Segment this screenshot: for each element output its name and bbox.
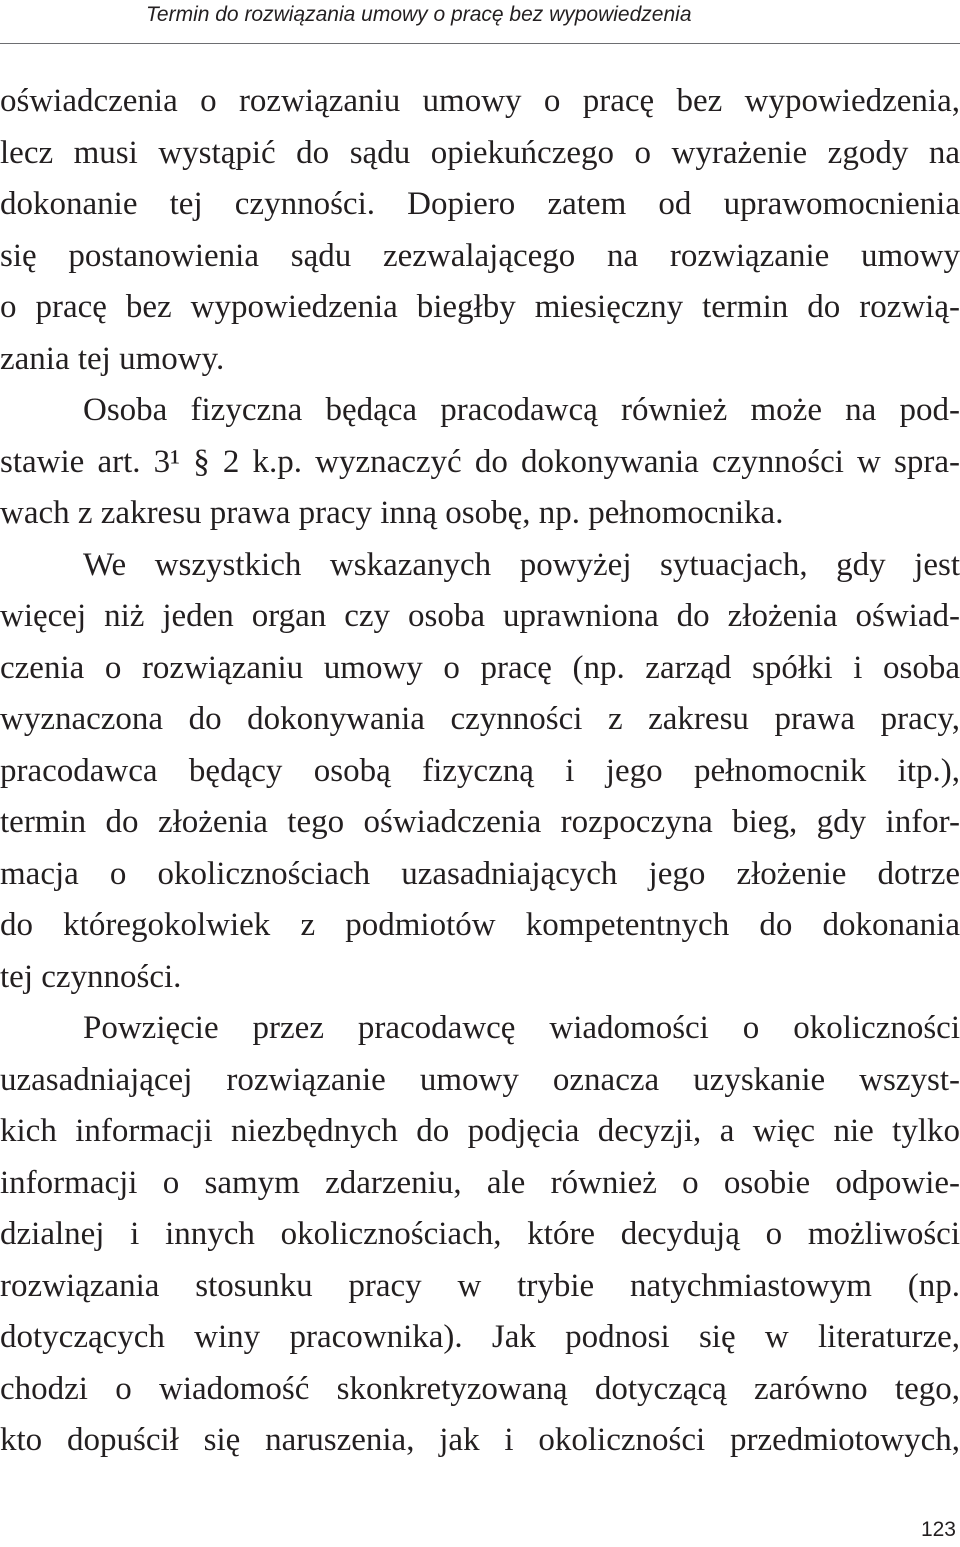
- text-line: informacji o samym zdarzeniu, ale również o osobie odpowie-: [0, 1164, 960, 1201]
- text-line: pracodawca będący osobą fizyczną i jego pełnomocnik itp.),: [0, 752, 960, 789]
- text-line: zania tej umowy.: [0, 340, 225, 377]
- text-line: kich informacji niezbędnych do podjęcia decyzji, a więc nie tylko: [0, 1113, 960, 1149]
- text-line: do któregokolwiek z podmiotów kompetentnych do dokonania: [0, 907, 960, 943]
- text-line: termin do złożenia tego oświadczenia rozpoczyna bieg, gdy infor-: [0, 804, 960, 840]
- running-header-title: Termin do rozwiązania umowy o pracę bez wypowiedzenia: [146, 3, 692, 26]
- text-line: rozwiązania stosunku pracy w trybie natychmiastowym (np.: [0, 1267, 960, 1304]
- text-line: chodzi o wiadomość skonkretyzowaną dotyczącą zarówno tego,: [0, 1370, 960, 1407]
- text-line: Osoba fizyczna będąca pracodawcą również może na pod-: [83, 392, 960, 428]
- header-rule: [0, 43, 960, 44]
- text-line: o pracę bez wypowiedzenia biegłby miesięczny termin do rozwią-: [0, 289, 960, 325]
- body-text: [0, 76, 960, 1467]
- text-line: lecz musi wystąpić do sądu opiekuńczego o wyrażenie zgody na: [0, 134, 960, 171]
- text-line: dzialnej i innych okolicznościach, które decydują o możliwości: [0, 1216, 960, 1252]
- text-line: dotyczących winy pracownika). Jak podnosi się w literaturze,: [0, 1319, 960, 1355]
- text-line: czenia o rozwiązaniu umowy o pracę (np. zarząd spółki i osoba: [0, 649, 960, 686]
- text-line: Powzięcie przez pracodawcę wiadomości o okoliczności: [83, 1010, 960, 1046]
- page-number: 123: [920, 1518, 956, 1541]
- text-line: uzasadniającej rozwiązanie umowy oznacza uzyskanie wszyst-: [0, 1061, 960, 1098]
- text-line: się postanowienia sądu zezwalającego na rozwiązanie umowy: [0, 237, 960, 274]
- text-line: dokonanie tej czynności. Dopiero zatem od uprawomocnienia: [0, 186, 960, 222]
- text-line: wyznaczona do dokonywania czynności z zakresu prawa pracy,: [0, 701, 960, 737]
- text-line: stawie art. 3¹ § 2 k.p. wyznaczyć do dokonywania czynności w spra-: [0, 443, 960, 480]
- text-line: We wszystkich wskazanych powyżej sytuacjach, gdy jest: [83, 546, 960, 583]
- text-line: więcej niż jeden organ czy osoba uprawniona do złożenia oświad-: [0, 598, 960, 634]
- text-line: tej czynności.: [0, 958, 182, 995]
- text-line: kto dopuścił się naruszenia, jak i okoliczności przedmiotowych,: [0, 1422, 960, 1458]
- text-line: macja o okolicznościach uzasadniających jego złożenie dotrze: [0, 855, 960, 892]
- text-line: wach z zakresu prawa pracy inną osobę, np. pełnomocnika.: [0, 495, 784, 531]
- text-line: oświadczenia o rozwiązaniu umowy o pracę bez wypowiedzenia,: [0, 83, 960, 119]
